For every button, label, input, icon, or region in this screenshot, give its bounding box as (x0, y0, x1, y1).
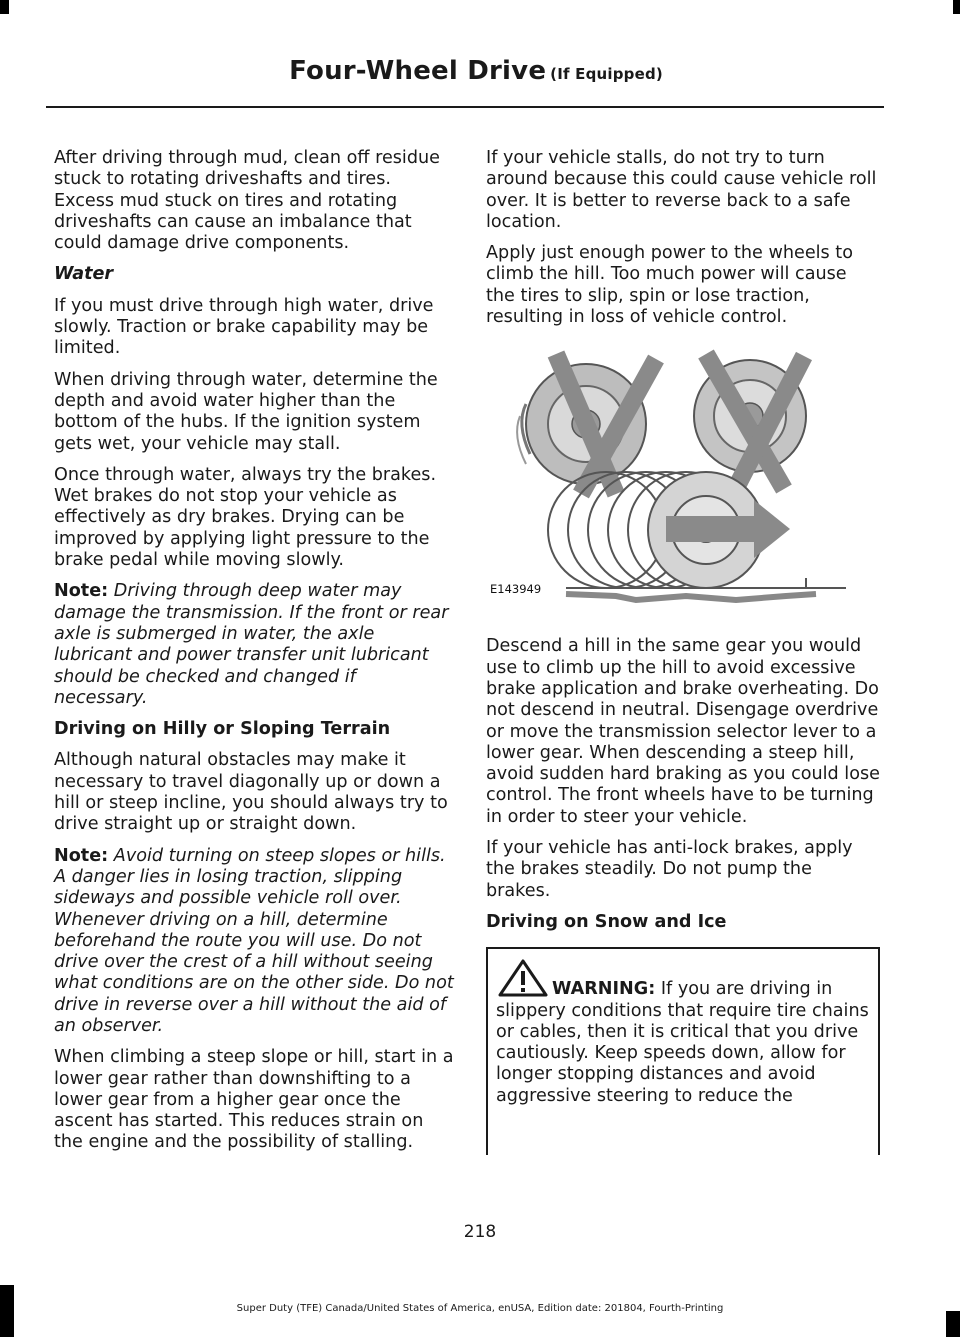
warning-box (486, 947, 880, 1155)
heading-snow-ice: Driving on Snow and Ice (486, 911, 727, 932)
paragraph-wet-brakes: Once through water, always try the brakes. Wet brakes do not stop your vehicle as effectively as dry brakes. Drying can be improved by applying light pressure to the brake pedal while moving slowly. (54, 464, 437, 571)
page-number: 218 (463, 1222, 497, 1242)
paragraph-high-water: If you must drive through high water, drive slowly. Traction or brake capability may be limited. (54, 295, 434, 359)
chapter-title: Four-Wheel Drive (289, 56, 547, 86)
tire-spin-illustration (486, 344, 880, 614)
left-column (54, 148, 454, 1164)
chapter-subtitle: (If Equipped) (550, 65, 663, 83)
heading-water: Water (54, 264, 114, 285)
note-body: Driving through deep water may damage the transmission. If the front or rear axle is submerged in water, the axle lubricant and power transfer unit lubricant should be checked and changed if necessary. (54, 581, 449, 708)
paragraph-power: Apply just enough power to the wheels to climb the hill. Too much power will cause the tires to slip, spin or lose traction, resulting in loss of vehicle control. (486, 243, 853, 328)
figure-id: E143949 (490, 582, 542, 597)
note-steep-slopes (54, 846, 454, 1038)
tire-illustration-svg (486, 344, 880, 614)
paragraph-mud: After driving through mud, clean off residue stuck to rotating driveshafts and tires. Excess mud stuck on tires and rotating driveshafts can cause an imbalance that could damage drive components. (54, 148, 440, 254)
heading-hilly-terrain: Driving on Hilly or Sloping Terrain (54, 719, 391, 740)
right-column (486, 148, 880, 1155)
page-title (289, 56, 663, 86)
paragraph-climbing: When climbing a steep slope or hill, start in a lower gear rather than downshifting to a lower gear from a higher gear once the ascent has started. This reduces strain on the engine and the possibility of stalling. (54, 1047, 454, 1153)
warning-triangle-icon (498, 959, 548, 997)
header-rule (46, 106, 884, 108)
paragraph-descend: Descend a hill in the same gear you would use to climb up the hill to avoid excessive brake application and brake overheating. Do not descend in neutral. Disengage overdrive or move the transmission selector lever to a lower gear. When descending a steep hill, avoid sudden hard braking as you could lose control. The front wheels have to be turning in order to steer your vehicle. (486, 636, 880, 827)
footer-edition: Super Duty (TFE) Canada/United States of America, enUSA, Edition date: 201804, Fourth-Printing (236, 1303, 724, 1314)
warning-text: If you are driving in slippery conditions that require tire chains or cables, then it is critical that you drive cautiously. Keep speeds down, allow for longer stopping distances and avoid aggressive steering to reduce the (496, 979, 869, 1106)
crop-mark-bottom-right (946, 1311, 960, 1337)
crop-mark-top-right (953, 0, 960, 14)
note-deep-water (54, 581, 454, 709)
paragraph-anti-lock: If your vehicle has anti-lock brakes, apply the brakes steadily. Do not pump the brakes. (486, 838, 853, 901)
note-body: Avoid turning on steep slopes or hills. A danger lies in losing traction, slipping sideways and possible vehicle roll over. Whenever driving on a hill, determine beforehand the route you will use. Do not drive over the crest of a hill without seeing what conditions are on the other side. Do not drive in reverse over a hill without the aid of an observer. (54, 845, 454, 1036)
paragraph-diagonal: Although natural obstacles may make it necessary to travel diagonally up or down a hill or steep incline, you should always try to drive straight up or straight down. (54, 750, 448, 835)
crop-mark-top-left (0, 0, 9, 14)
note-label: Note: (54, 581, 109, 602)
note-label: Note: (54, 845, 109, 866)
warning-label: WARNING: (552, 979, 656, 1000)
paragraph-water-depth: When driving through water, determine the depth and avoid water higher than the bottom of the hubs. If the ignition system gets wet, your vehicle may stall. (54, 369, 438, 454)
paragraph-stalls: If your vehicle stalls, do not try to turn around because this could cause vehicle roll over. It is better to reverse back to a safe location. (486, 148, 877, 232)
